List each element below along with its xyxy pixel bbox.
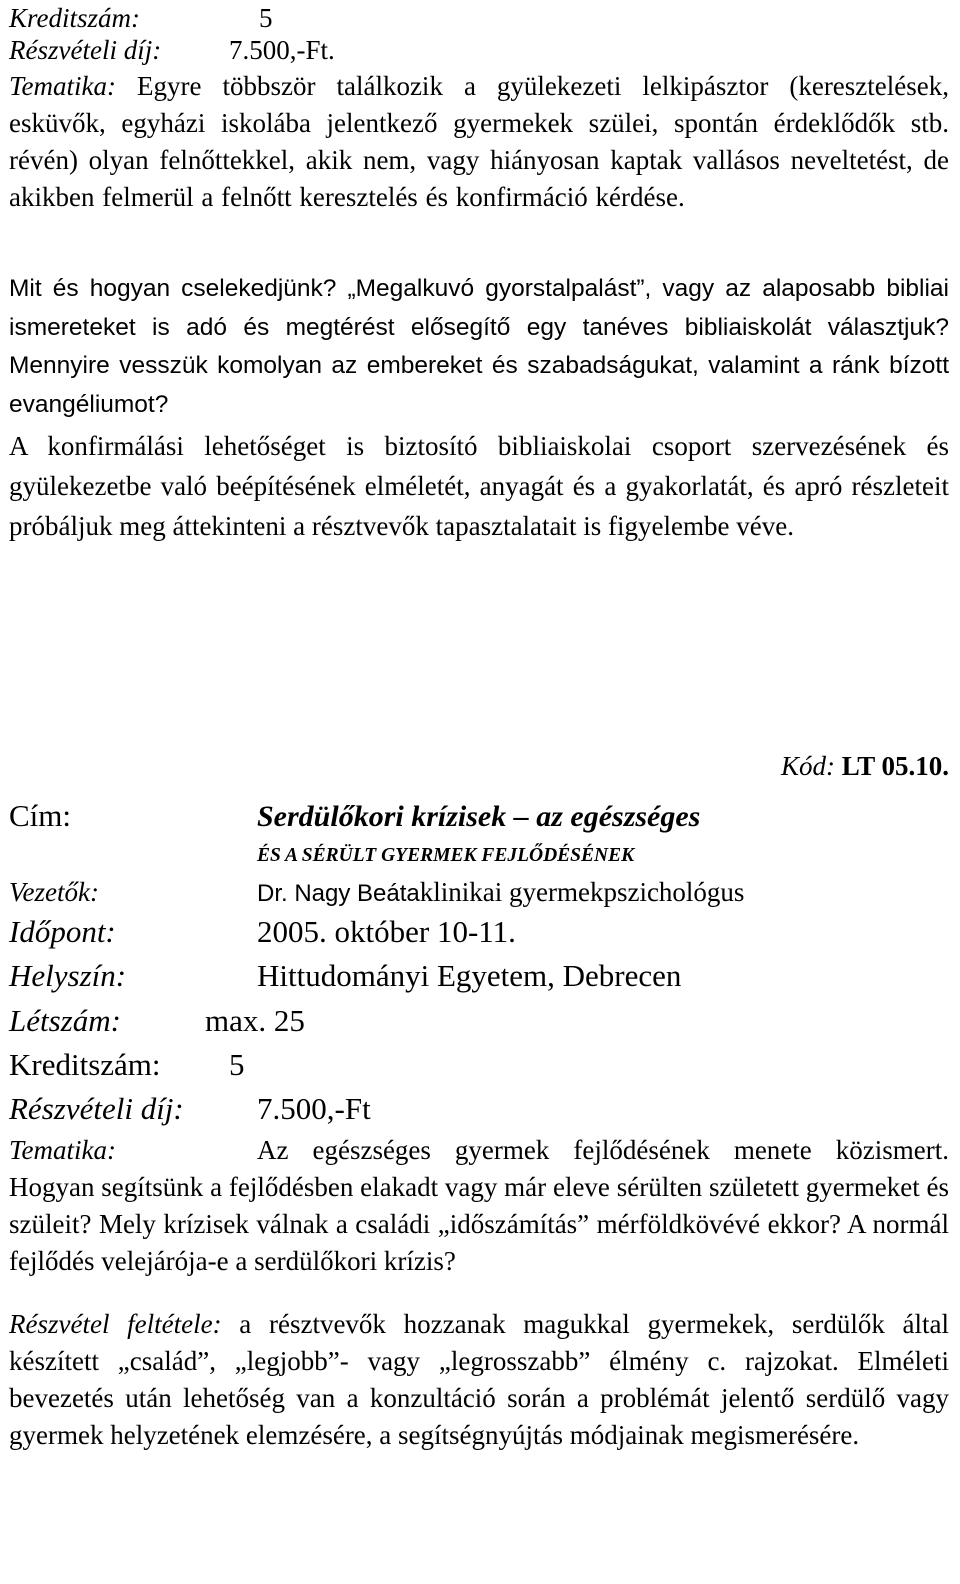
tematika-text-top-2: Mit és hogyan cselekedjünk? „Megalkuvó gyorstalpalást”, vagy az alaposabb bibliai ismereteket is adó és megtérést elősegítő egy tanéves bibliaiskolát választjuk? Mennyire vesszük komolyan az embereket és szabadságukat, valamint a ránk bízott evangéliumot?: [9, 275, 949, 418]
cim-label: Cím:: [9, 798, 72, 833]
tematika-paragraph-top: [9, 68, 949, 216]
reszveteli-dij-label-top: Részvételi díj:: [9, 35, 162, 65]
idopont-row: [9, 914, 516, 950]
cim-row: [9, 796, 700, 837]
vezetok-name: Dr. Nagy Beáta: [257, 880, 420, 907]
tematika-label-top: Tematika:: [9, 71, 116, 101]
vezetok-label: Vezetők:: [9, 877, 99, 907]
reszveteli-dij-value-top: 7.500,-Ft.: [229, 35, 335, 65]
feltetel-text: a résztvevők hozzanak magukkal gyermekek, serdülők által készített „család”, „legjobb”- vagy „legrosszabb” élmény c. rajzokat. Elméleti bevezetés után lehetőség van a konzultáció során a problémát jelentő serdülő vagy gyermek helyzetének elemzésére, a segítségnyújtás módjainak megismerésére.: [9, 1309, 949, 1450]
kreditszam-value-top: 5: [259, 3, 273, 33]
reszveteli-dij-row-top: [9, 32, 335, 69]
kod-label: Kód:: [780, 751, 835, 781]
tematika-paragraph: [9, 1132, 949, 1280]
letszam-value: max. 25: [205, 1003, 305, 1038]
kod-row: [781, 748, 949, 785]
tematika-paragraph-top-3: [9, 426, 949, 546]
kod-value: LT 05.10.: [841, 751, 949, 781]
tematika-paragraph-top-2: [9, 270, 949, 424]
vezetok-row: [9, 874, 744, 912]
reszveteli-dij-row: [9, 1091, 371, 1127]
tematika-text-top-3: A konfirmálási lehetőséget is biztosító bibliaiskolai csoport szervezésének és gyülekezetbe való beépítésének elméletét, anyagát és a gyakorlatát, és apró részleteit próbáljuk meg áttekinteni a résztvevők tapasztalatait is figyelembe véve.: [9, 431, 949, 541]
tematika-text-top-1: Egyre többször találkozik a gyülekezeti lelkipásztor (keresztelések, esküvők, egyházi iskolába jelentkező gyermekek szülei, spontán érdeklődők stb. révén) olyan felnőttekkel, akik nem, vagy hiányosan kaptak vallásos neveltetést, de akikben felmerül a felnőtt keresztelés és konfirmáció kérdése.: [9, 71, 949, 212]
tematika-label: Tematika:: [9, 1135, 116, 1165]
reszveteli-dij-value: 7.500,-Ft: [257, 1091, 371, 1126]
helyszin-label: Helyszín:: [9, 958, 127, 993]
letszam-row: [9, 1003, 305, 1039]
vezetok-role: klinikai gyermekpszichológus: [419, 877, 745, 907]
tematika-text: Az egészséges gyermek fejlődésének menete közismert. Hogyan segítsünk a fejlődésben elakadt vagy már eleve sérülten született gyermeket és szüleit? Mely krízisek válnak a családi „időszámítás” mérföldkövévé ekkor? A normál fejlődés velejárója-e a serdülőkori krízis?: [9, 1135, 949, 1276]
reszveteli-dij-label: Részvételi díj:: [9, 1091, 184, 1126]
cim-row-2: [257, 843, 634, 869]
kreditszam-value: 5: [229, 1047, 245, 1082]
feltetel-paragraph: [9, 1306, 949, 1454]
helyszin-row: [9, 958, 681, 994]
idopont-label: Időpont:: [9, 914, 116, 949]
letszam-label: Létszám:: [9, 1003, 121, 1038]
cim-value: Serdülőkori krízisek – az egészséges: [257, 800, 701, 833]
cim-value-2: ÉS A SÉRÜLT GYERMEK FEJLŐDÉSÉNEK: [257, 845, 635, 866]
kreditszam-label: Kreditszám:: [9, 1047, 161, 1082]
kreditszam-row: [9, 1047, 245, 1083]
idopont-value: 2005. október 10-11.: [257, 914, 516, 949]
kreditszam-label-top: Kreditszám:: [9, 3, 141, 33]
helyszin-value: Hittudományi Egyetem, Debrecen: [257, 958, 682, 993]
feltetel-label: Részvétel feltétele:: [9, 1309, 222, 1339]
